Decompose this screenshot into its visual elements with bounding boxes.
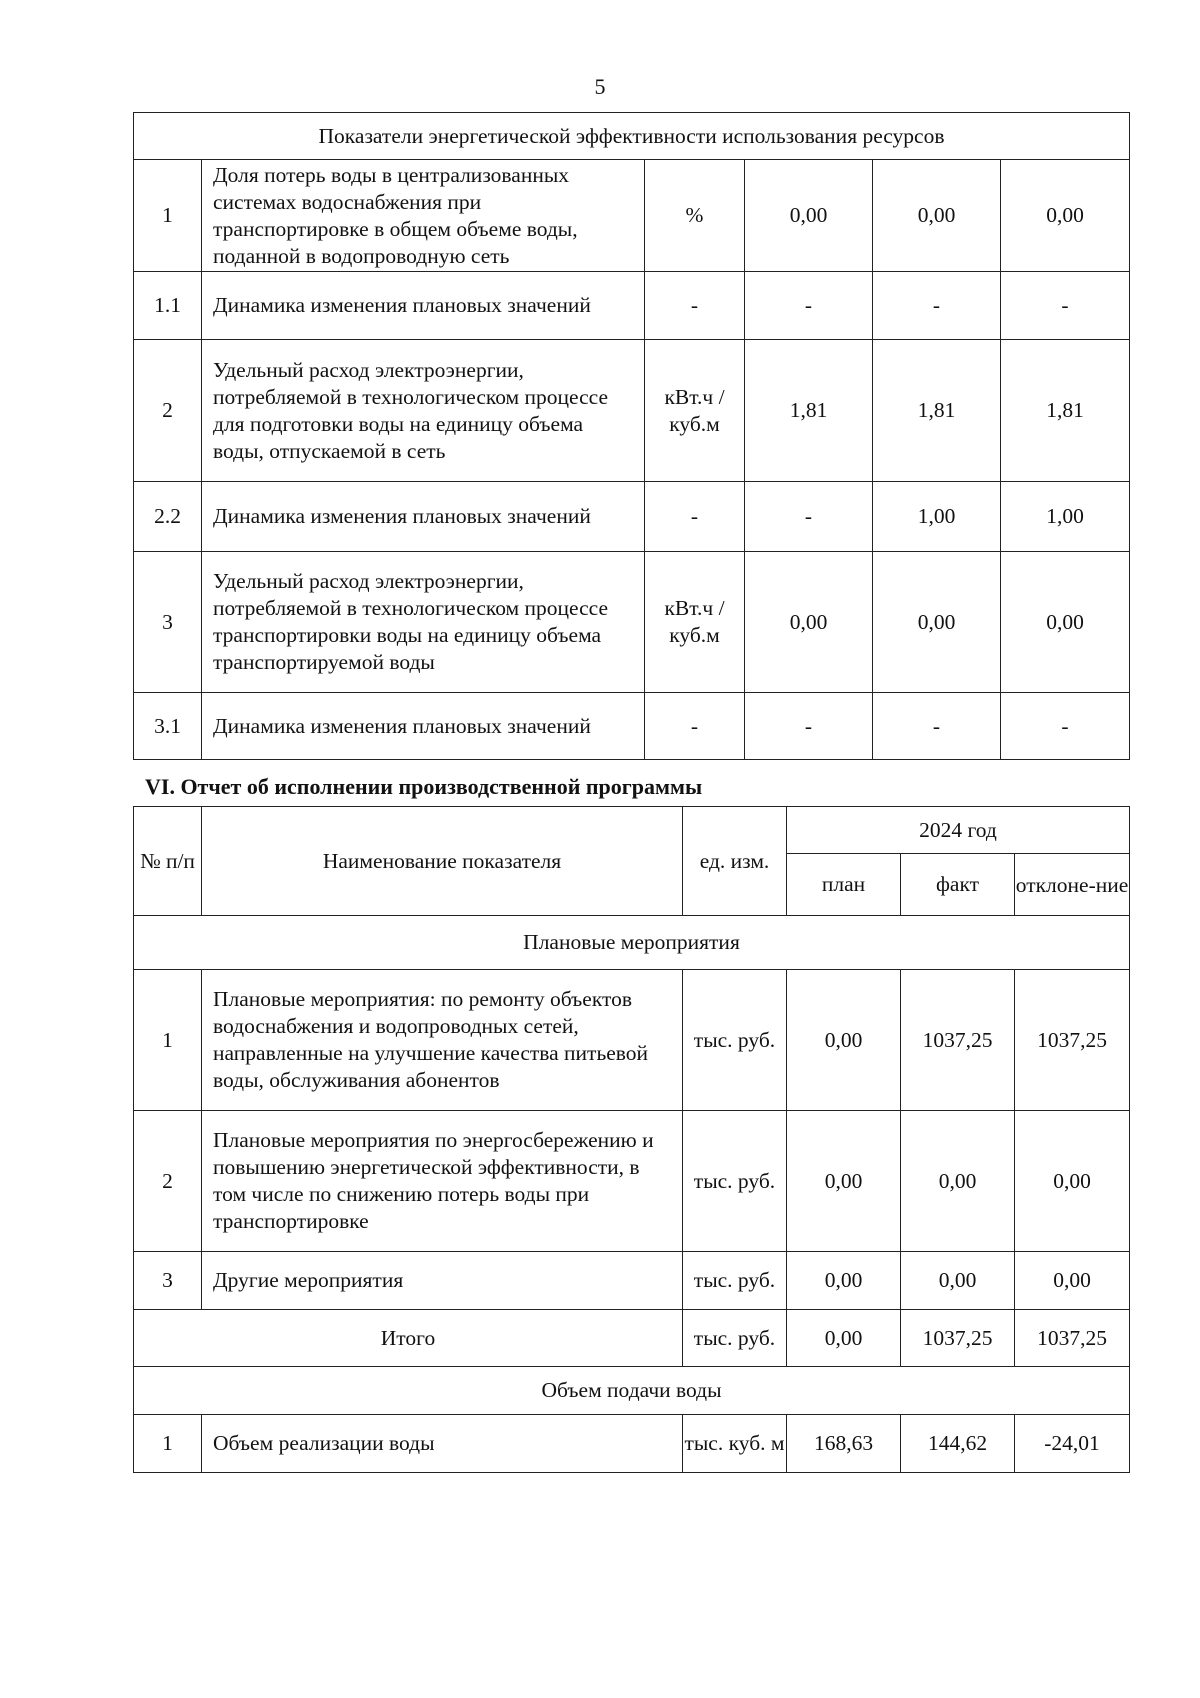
indicator-name: Удельный расход электроэнергии, потребляемой в технологическом процессе транспортировки воды на единицу объема транспортируемой воды — [202, 552, 645, 693]
fact-value: 144,62 — [901, 1415, 1015, 1473]
value: 0,00 — [1001, 552, 1130, 693]
table-header-row — [134, 807, 1130, 854]
deviation-value: -24,01 — [1015, 1415, 1130, 1473]
unit: - — [645, 272, 745, 340]
table-row — [134, 1252, 1130, 1310]
section-title: Показатели энергетической эффективности использования ресурсов — [134, 113, 1130, 160]
group-title-row — [134, 1367, 1130, 1415]
plan-value: 168,63 — [787, 1415, 901, 1473]
deviation-value: 1037,25 — [1015, 970, 1130, 1111]
row-number: 2 — [134, 340, 202, 482]
row-number: 3.1 — [134, 693, 202, 760]
value: - — [1001, 693, 1130, 760]
production-program-report-table — [133, 806, 1130, 1473]
fact-value: 0,00 — [901, 1252, 1015, 1310]
value: 1,81 — [1001, 340, 1130, 482]
value: 1,00 — [1001, 482, 1130, 552]
unit: % — [645, 160, 745, 272]
group-title-row — [134, 916, 1130, 970]
unit: - — [645, 482, 745, 552]
group-title: Плановые мероприятия — [134, 916, 1130, 970]
indicator-name: Удельный расход электроэнергии, потребляемой в технологическом процессе для подготовки воды на единицу объема воды, отпускаемой в сеть — [202, 340, 645, 482]
table-row — [134, 272, 1130, 340]
indicator-name: Плановые мероприятия: по ремонту объектов водоснабжения и водопроводных сетей, направленные на улучшение качества питьевой воды, обслуживания абонентов — [202, 970, 683, 1111]
header-number: № п/п — [134, 807, 202, 916]
fact-value: 0,00 — [901, 1111, 1015, 1252]
indicator-name: Плановые мероприятия по энергосбережению и повышению энергетической эффективности, в том числе по снижению потерь воды при транспортировке — [202, 1111, 683, 1252]
table-row — [134, 552, 1130, 693]
indicator-name: Другие мероприятия — [202, 1252, 683, 1310]
table-row — [134, 970, 1130, 1111]
unit: тыс. руб. — [683, 970, 787, 1111]
total-label: Итого — [134, 1310, 683, 1367]
table-row — [134, 1415, 1130, 1473]
header-plan: план — [787, 854, 901, 916]
value: 0,00 — [745, 552, 873, 693]
value: - — [873, 272, 1001, 340]
row-number: 1 — [134, 160, 202, 272]
row-number: 3 — [134, 1252, 202, 1310]
header-year: 2024 год — [787, 807, 1130, 854]
unit: - — [645, 693, 745, 760]
table-row — [134, 160, 1130, 272]
page-number: 5 — [594, 74, 606, 99]
section-heading: VI. Отчет об исполнении производственной программы — [145, 774, 703, 799]
header-deviation: отклоне-ние — [1015, 854, 1130, 916]
header-unit: ед. изм. — [683, 807, 787, 916]
value: 1,81 — [873, 340, 1001, 482]
unit: тыс. руб. — [683, 1252, 787, 1310]
fact-value: 1037,25 — [901, 1310, 1015, 1367]
indicator-name: Объем реализации воды — [202, 1415, 683, 1473]
table-row — [134, 340, 1130, 482]
value: - — [745, 693, 873, 760]
value: 0,00 — [1001, 160, 1130, 272]
unit: тыс. руб. — [683, 1310, 787, 1367]
group-title: Объем подачи воды — [134, 1367, 1130, 1415]
fact-value: 1037,25 — [901, 970, 1015, 1111]
plan-value: 0,00 — [787, 1111, 901, 1252]
indicator-name: Динамика изменения плановых значений — [202, 272, 645, 340]
unit: кВт.ч / куб.м — [645, 340, 745, 482]
deviation-value: 0,00 — [1015, 1111, 1130, 1252]
value: - — [745, 272, 873, 340]
total-row — [134, 1310, 1130, 1367]
table-section-title-row — [134, 113, 1130, 160]
table-row — [134, 693, 1130, 760]
unit: кВт.ч / куб.м — [645, 552, 745, 693]
row-number: 1 — [134, 1415, 202, 1473]
row-number: 2 — [134, 1111, 202, 1252]
deviation-value: 1037,25 — [1015, 1310, 1130, 1367]
value: 1,81 — [745, 340, 873, 482]
indicator-name: Динамика изменения плановых значений — [202, 693, 645, 760]
table-row — [134, 482, 1130, 552]
table-row — [134, 1111, 1130, 1252]
deviation-value: 0,00 — [1015, 1252, 1130, 1310]
plan-value: 0,00 — [787, 970, 901, 1111]
indicator-name: Динамика изменения плановых значений — [202, 482, 645, 552]
energy-efficiency-table — [133, 112, 1130, 760]
row-number: 3 — [134, 552, 202, 693]
header-indicator-name: Наименование показателя — [202, 807, 683, 916]
indicator-name: Доля потерь воды в централизованных системах водоснабжения при транспортировке в общем объеме воды, поданной в водопроводную сеть — [202, 160, 645, 272]
row-number: 1 — [134, 970, 202, 1111]
row-number: 2.2 — [134, 482, 202, 552]
unit: тыс. куб. м — [683, 1415, 787, 1473]
value: - — [873, 693, 1001, 760]
value: 0,00 — [873, 552, 1001, 693]
plan-value: 0,00 — [787, 1310, 901, 1367]
value: - — [745, 482, 873, 552]
value: 0,00 — [873, 160, 1001, 272]
header-fact: факт — [901, 854, 1015, 916]
value: 0,00 — [745, 160, 873, 272]
unit: тыс. руб. — [683, 1111, 787, 1252]
plan-value: 0,00 — [787, 1252, 901, 1310]
row-number: 1.1 — [134, 272, 202, 340]
value: 1,00 — [873, 482, 1001, 552]
value: - — [1001, 272, 1130, 340]
